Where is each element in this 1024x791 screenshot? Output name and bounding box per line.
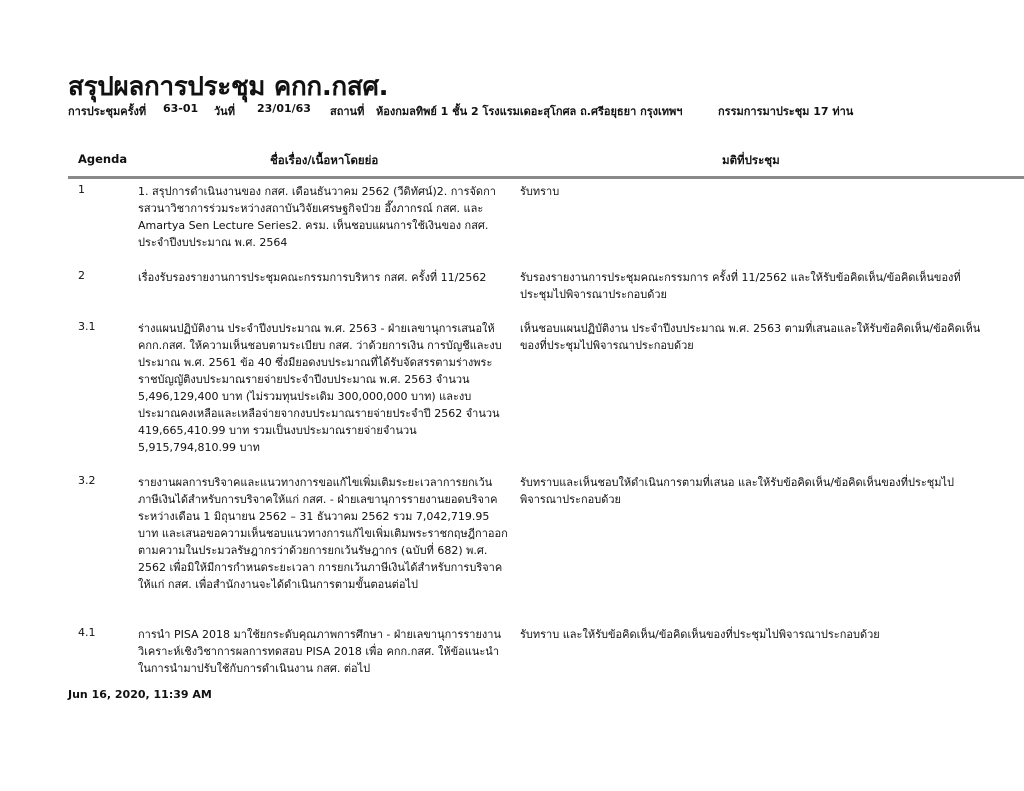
date-label: วันที่: [214, 105, 235, 118]
agenda-number: 3.2: [78, 474, 96, 487]
attendees: กรรมการมาประชุม 17 ท่าน: [718, 105, 854, 118]
resolution-text: รับทราบ และให้รับข้อคิดเห็น/ข้อคิดเห็นของที่ประชุมไปพิจารณาประกอบด้วย: [520, 628, 880, 641]
resolution-text: รับทราบ: [520, 185, 560, 198]
meeting-date: 23/01/63: [257, 102, 311, 115]
place-label: สถานที่: [330, 105, 365, 118]
column-header-resolution: มติที่ประชุม: [722, 153, 780, 167]
topic-text: ร่างแผนปฏิบัติงาน ประจำปีงบประมาณ พ.ศ. 2563 - ฝ่ายเลขานุการเสนอให้ คกก.กสศ. ให้ความเห็นชอบตามระเบียบ กสศ. ว่าด้วยการเงิน การบัญชีและงบประมาณ พ.ศ. 2561 ข้อ 40 ซึ่งมียอดงบประมาณที่ได้รับจัดสรรตามร่างพระราชบัญญัติงบประมาณรายจ่ายประจำปีงบประมาณ พ.ศ. 2563 จำนวน 5,496,129,400 บาท (ไม่รวมทุนประเดิม 300,000,000 บาท) และงบประมาณคงเหลือและเหลือจ่ายจากงบประมาณรายจ่ายประจำปี 2562 จำนวน 419,665,410.99 บาท รวมเป็นงบประมาณรายจ่ายจำนวน 5,915,794,810.99 บาท: [138, 322, 502, 454]
agenda-number: 1: [78, 183, 85, 196]
resolution-text: รับรองรายงานการประชุมคณะกรรมการ ครั้งที่ 11/2562 และให้รับข้อคิดเห็น/ข้อคิดเห็นของที่ประชุมไปพิจารณาประกอบด้วย: [520, 271, 961, 301]
topic-text: 1. สรุปการดำเนินงานของ กสศ. เดือนธันวาคม 2562 (วีดิทัศน์)2. การจัดการสวนาวิชาการร่วมระหว่างสถาบันวิจัยเศรษฐกิจป๋วย อึ๊งภากรณ์ กสศ. และ Amartya Sen Lecture Series2. ครม. เห็นชอบแผนการใช้เงินของ กสศ. ประจำปีงบประมาณ พ.ศ. 2564: [138, 185, 496, 249]
page-title: สรุปผลการประชุม คกก.กสศ.: [68, 72, 389, 102]
topic-text: รายงานผลการบริจาคและแนวทางการขอแก้ไขเพิ่มเติมระยะเวลาการยกเว้นภาษีเงินได้สำหรับการบริจาคให้แก่ กสศ. - ฝ่ายเลขานุการรายงานยอดบริจาคระหว่างเดือน 1 มิถุนายน 2562 – 31 ธันวาคม 2562 รวม 7,042,719.95 บาท และเสนอขอความเห็นชอบแนวทางการแก้ไขเพิ่มเติมพระราชกฤษฎีกาออกตามความในประมวลรัษฎากรว่าด้วยการยกเว้นรัษฎากร (ฉบับที่ 682) พ.ศ. 2562 เพื่อมิให้มีการกำหนดระยะเวลา การยกเว้นภาษีเงินได้สำหรับการบริจาคให้แก่ กสศ. เพื่อสำนักงานจะได้ดำเนินการตามขั้นตอนต่อไป: [138, 476, 508, 591]
meeting-place: ห้องกมลทิพย์ 1 ชั้น 2 โรงแรมเดอะสุโกศล ถ.ศรีอยุธยา กรุงเทพฯ: [376, 105, 683, 118]
print-timestamp: Jun 16, 2020, 11:39 AM: [68, 688, 212, 701]
resolution-text: รับทราบและเห็นชอบให้ดำเนินการตามที่เสนอ และให้รับข้อคิดเห็น/ข้อคิดเห็นของที่ประชุมไปพิจารณาประกอบด้วย: [520, 476, 954, 506]
topic-text: การนำ PISA 2018 มาใช้ยกระดับคุณภาพการศึกษา - ฝ่ายเลขานุการรายงานวิเคราะห์เชิงวิชาการผลการทดสอบ PISA 2018 เพื่อ คกก.กสศ. ให้ข้อแนะนำในการนำมาปรับใช้กับการดำเนินงาน กสศ. ต่อไป: [138, 628, 501, 675]
agenda-number: 3.1: [78, 320, 96, 333]
topic-text: เรื่องรับรองรายงานการประชุมคณะกรรมการบริหาร กสศ. ครั้งที่ 11/2562: [138, 271, 487, 284]
agenda-number: 4.1: [78, 626, 96, 639]
column-header-agenda: Agenda: [78, 152, 128, 166]
agenda-number: 2: [78, 269, 85, 282]
meeting-no-label: การประชุมครั้งที่: [68, 105, 147, 118]
header-divider: [68, 176, 1024, 179]
meeting-no: 63-01: [163, 102, 199, 115]
column-header-topic: ชื่อเรื่อง/เนื้อหาโดยย่อ: [270, 153, 379, 167]
resolution-text: เห็นชอบแผนปฏิบัติงาน ประจำปีงบประมาณ พ.ศ. 2563 ตามที่เสนอและให้รับข้อคิดเห็น/ข้อคิดเห็นของที่ประชุมไปพิจารณาประกอบด้วย: [520, 322, 981, 352]
